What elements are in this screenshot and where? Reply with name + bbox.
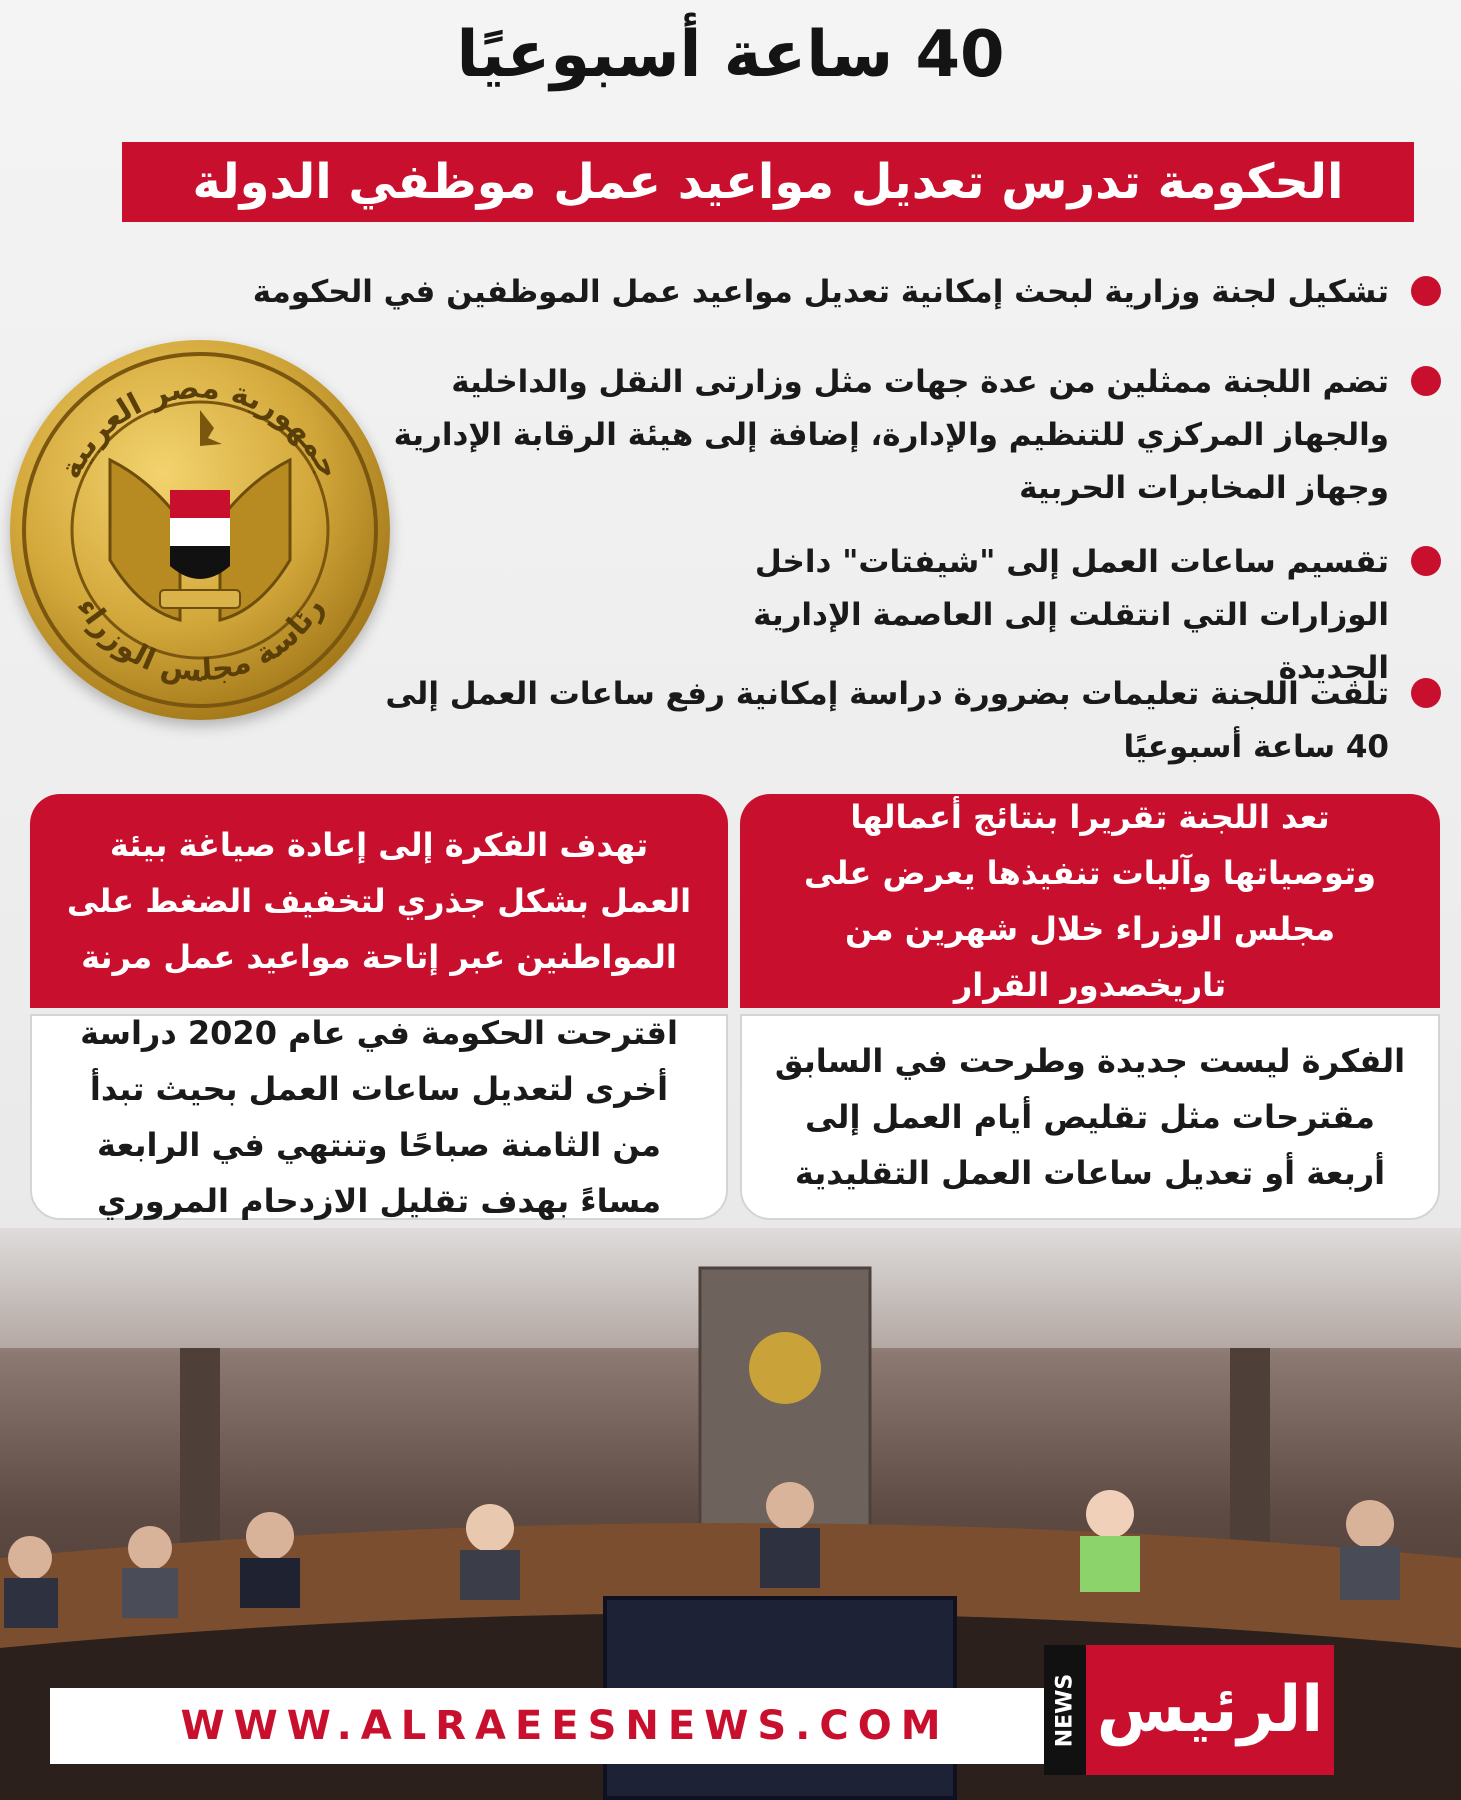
bullet-item [9, 266, 1441, 319]
card-text: تعد اللجنة تقريرا بنتائج أعمالها وتوصياتها وآليات تنفيذها يعرض على مجلس الوزراء خلال شهرين من تاريخصدور القرار [804, 798, 1376, 1004]
website-url[interactable]: WWW.ALRAEESNEWS.COM [180, 1703, 950, 1749]
info-card-2020-study [30, 1014, 728, 1220]
card-text: الفكرة ليست جديدة وطرحت في السابق مقترحات مثل تقليص أيام العمل إلى أربعة أو تعديل ساعات العمل التقليدية [774, 1042, 1406, 1192]
seal-top-text: جمهورية مصر العربية [52, 370, 348, 485]
card-text: تهدف الفكرة إلى إعادة صياغة بيئة العمل بشكل جذري لتخفيف الضغط على المواطنين عبر إتاحة مواعيد عمل مرنة [66, 826, 692, 976]
logo-news-tag [1044, 1645, 1086, 1775]
alraees-logo [1086, 1645, 1334, 1775]
card-text: اقترحت الحكومة في عام 2020 دراسة أخرى لتعديل ساعات العمل بحيث تبدأ من الثامنة صباحًا وتنتهي في الرابعة مساءً بهدف تقليل الازدحام المروري [80, 1014, 678, 1220]
bullet-dot-icon [1411, 276, 1441, 306]
bullet-text: تلقت اللجنة تعليمات بضرورة دراسة إمكانية رفع ساعات العمل إلى 40 ساعة أسبوعيًا [385, 676, 1389, 765]
logo-news-text: NEWS [1052, 1673, 1078, 1747]
bullet-text: تقسيم ساعات العمل إلى "شيفتات" داخل الوزارات التي انتقلت إلى العاصمة الإدارية الجديدة [753, 544, 1389, 686]
bullet-item [339, 356, 1441, 515]
subtitle-banner [122, 142, 1414, 222]
bullet-dot-icon [1411, 546, 1441, 576]
logo-text: الرئيس [1096, 1673, 1324, 1747]
seal-bottom-text: رئاسة مجلس الوزراء [69, 591, 331, 690]
subtitle-text: الحكومة تدرس تعديل مواعيد عمل موظفي الدولة [192, 154, 1344, 210]
info-card-goal [30, 794, 728, 1008]
bullet-dot-icon [1411, 678, 1441, 708]
bullet-text: تضم اللجنة ممثلين من عدة جهات مثل وزارتى النقل والداخلية والجهاز المركزي للتنظيم والإدارة، إضافة إلى هيئة الرقابة الإدارية وجهاز المخابرات الحربية [393, 364, 1389, 506]
info-card-previous-proposals [740, 1014, 1440, 1220]
bullet-dot-icon [1411, 366, 1441, 396]
bullet-item [339, 668, 1441, 774]
footer-url-bar [50, 1688, 1080, 1764]
cabinet-seal-logo [10, 340, 390, 720]
bullet-text: تشكيل لجنة وزارية لبحث إمكانية تعديل مواعيد عمل الموظفين في الحكومة [252, 274, 1389, 310]
info-card-report [740, 794, 1440, 1008]
eagle-emblem-icon [10, 340, 390, 720]
page-title: 40 ساعة أسبوعيًا [456, 18, 1005, 92]
